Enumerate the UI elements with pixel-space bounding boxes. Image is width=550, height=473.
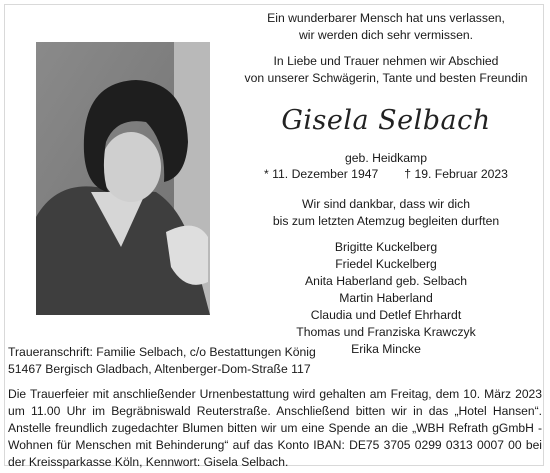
- mourning-line: von unserer Schwägerin, Tante und besten Freundin: [244, 71, 528, 85]
- funeral-notice: Die Trauerfeier mit anschließender Urnenbestattung wird gehalten am Freitag, dem 10. März 2023 um 11.00 Uhr im Begräbniswald Reuterstraße. Anschließend bitten wir in das „Hotel Hansen“. Anstelle freundlich zugedachter Blumen bitten wir um eine Spende an die „WBH Refrath gGmbH - Wohnen für Menschen mit Behinderung“ auf das Konto IBAN: DE75 3705 0299 0313 0007 00 bei der Kreissparkasse Köln, Kennwort: Gisela Selbach.: [8, 387, 542, 469]
- life-dates: [226, 166, 546, 183]
- address-line: 51467 Bergisch Gladbach, Altenberger-Dom-Straße 117: [8, 362, 311, 376]
- mourner: Friedel Kuckelberg: [335, 257, 437, 271]
- death-date: † 19. Februar 2023: [404, 167, 508, 181]
- portrait-image: [36, 42, 210, 315]
- thanks-line: bis zum letzten Atemzug begleiten durften: [272, 214, 500, 228]
- portrait-photo: [36, 42, 210, 315]
- mourner: Claudia und Detlef Ehrhardt: [310, 308, 462, 322]
- mourning-address: [8, 344, 316, 378]
- mourner: Anita Haberland geb. Selbach: [305, 274, 467, 288]
- mourner: Brigitte Kuckelberg: [334, 240, 438, 254]
- mourner: Martin Haberland: [339, 291, 433, 305]
- mourner: Erika Mincke: [351, 342, 421, 356]
- mourning-line: In Liebe und Trauer nehmen wir Abschied: [273, 54, 499, 68]
- mourners-list: [226, 239, 546, 358]
- birth-date: * 11. Dezember 1947: [264, 167, 379, 181]
- mourner: Thomas und Franziska Krawczyk: [296, 325, 476, 339]
- maiden-name: geb. Heidkamp: [345, 151, 427, 165]
- deceased-name: Gisela Selbach: [281, 105, 491, 136]
- thanks-line: Wir sind dankbar, dass wir dich: [302, 197, 470, 211]
- intro-line: wir werden dich sehr vermissen.: [298, 28, 474, 42]
- address-line: Traueranschrift: Familie Selbach, c/o Bestattungen König: [8, 345, 316, 359]
- intro-line: Ein wunderbarer Mensch hat uns verlassen,: [267, 11, 505, 25]
